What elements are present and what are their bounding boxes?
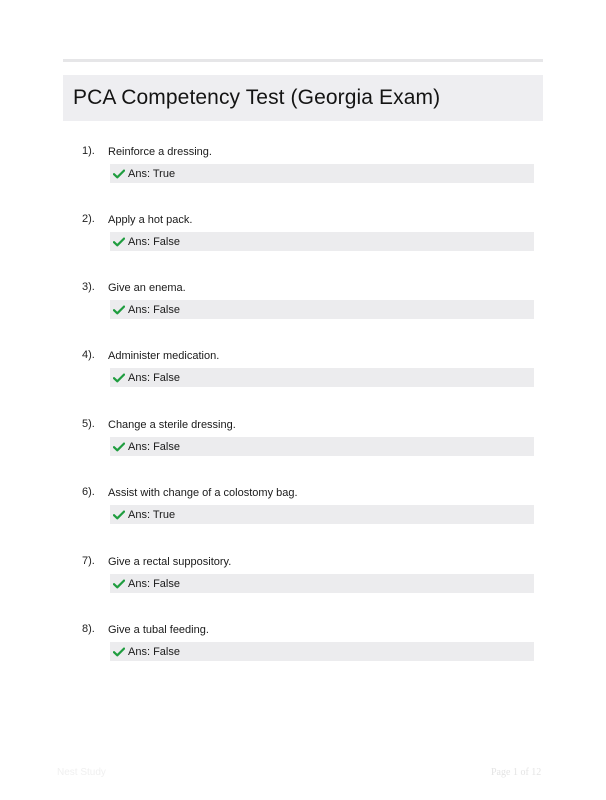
- answer-bar: [110, 232, 534, 251]
- answer-text: Ans: False: [128, 235, 180, 248]
- answer-text: Ans: False: [128, 440, 180, 453]
- answer-text: Ans: False: [128, 371, 180, 384]
- question-item: [0, 623, 606, 683]
- check-icon: [113, 442, 125, 452]
- answer-text: Ans: False: [128, 577, 180, 590]
- question-item: [0, 486, 606, 546]
- question-text: Give a tubal feeding.: [108, 624, 209, 636]
- question-text: Give a rectal suppository.: [108, 556, 232, 568]
- answer-text: Ans: True: [128, 508, 176, 521]
- top-divider: [63, 59, 543, 62]
- question-item: [0, 349, 606, 409]
- check-icon: [113, 647, 125, 657]
- question-text: Change a sterile dressing.: [108, 419, 236, 431]
- answer-bar: [110, 574, 534, 593]
- check-icon: [113, 169, 125, 179]
- question-number: 7).: [82, 555, 95, 567]
- page-indicator: Page 1 of 12: [491, 767, 542, 778]
- question-number: 4).: [82, 349, 95, 361]
- question-number: 2).: [82, 213, 95, 225]
- question-text: Assist with change of a colostomy bag.: [108, 487, 298, 499]
- check-icon: [113, 305, 125, 315]
- answer-text: Ans: True: [128, 167, 176, 180]
- question-item: [0, 418, 606, 478]
- answer-bar: [110, 437, 534, 456]
- question-number: 6).: [82, 486, 95, 498]
- question-text: Administer medication.: [108, 350, 220, 362]
- question-text: Apply a hot pack.: [108, 214, 193, 226]
- question-text: Reinforce a dressing.: [108, 146, 212, 158]
- answer-bar: [110, 164, 534, 183]
- question-number: 3).: [82, 281, 95, 293]
- question-item: [0, 555, 606, 615]
- answer-bar: [110, 300, 534, 319]
- question-number: 1).: [82, 145, 95, 157]
- check-icon: [113, 579, 125, 589]
- question-item: [0, 281, 606, 341]
- page-title: PCA Competency Test (Georgia Exam): [73, 86, 441, 109]
- question-number: 8).: [82, 623, 95, 635]
- answer-bar: [110, 642, 534, 661]
- answer-text: Ans: False: [128, 303, 180, 316]
- answer-bar: [110, 368, 534, 387]
- check-icon: [113, 510, 125, 520]
- question-item: [0, 145, 606, 205]
- question-text: Give an enema.: [108, 282, 186, 294]
- title-bar: [63, 75, 543, 121]
- question-number: 5).: [82, 418, 95, 430]
- check-icon: [113, 237, 125, 247]
- footer-brand: Nest Study: [57, 767, 106, 778]
- answer-bar: [110, 505, 534, 524]
- question-item: [0, 213, 606, 273]
- check-icon: [113, 373, 125, 383]
- answer-text: Ans: False: [128, 645, 180, 658]
